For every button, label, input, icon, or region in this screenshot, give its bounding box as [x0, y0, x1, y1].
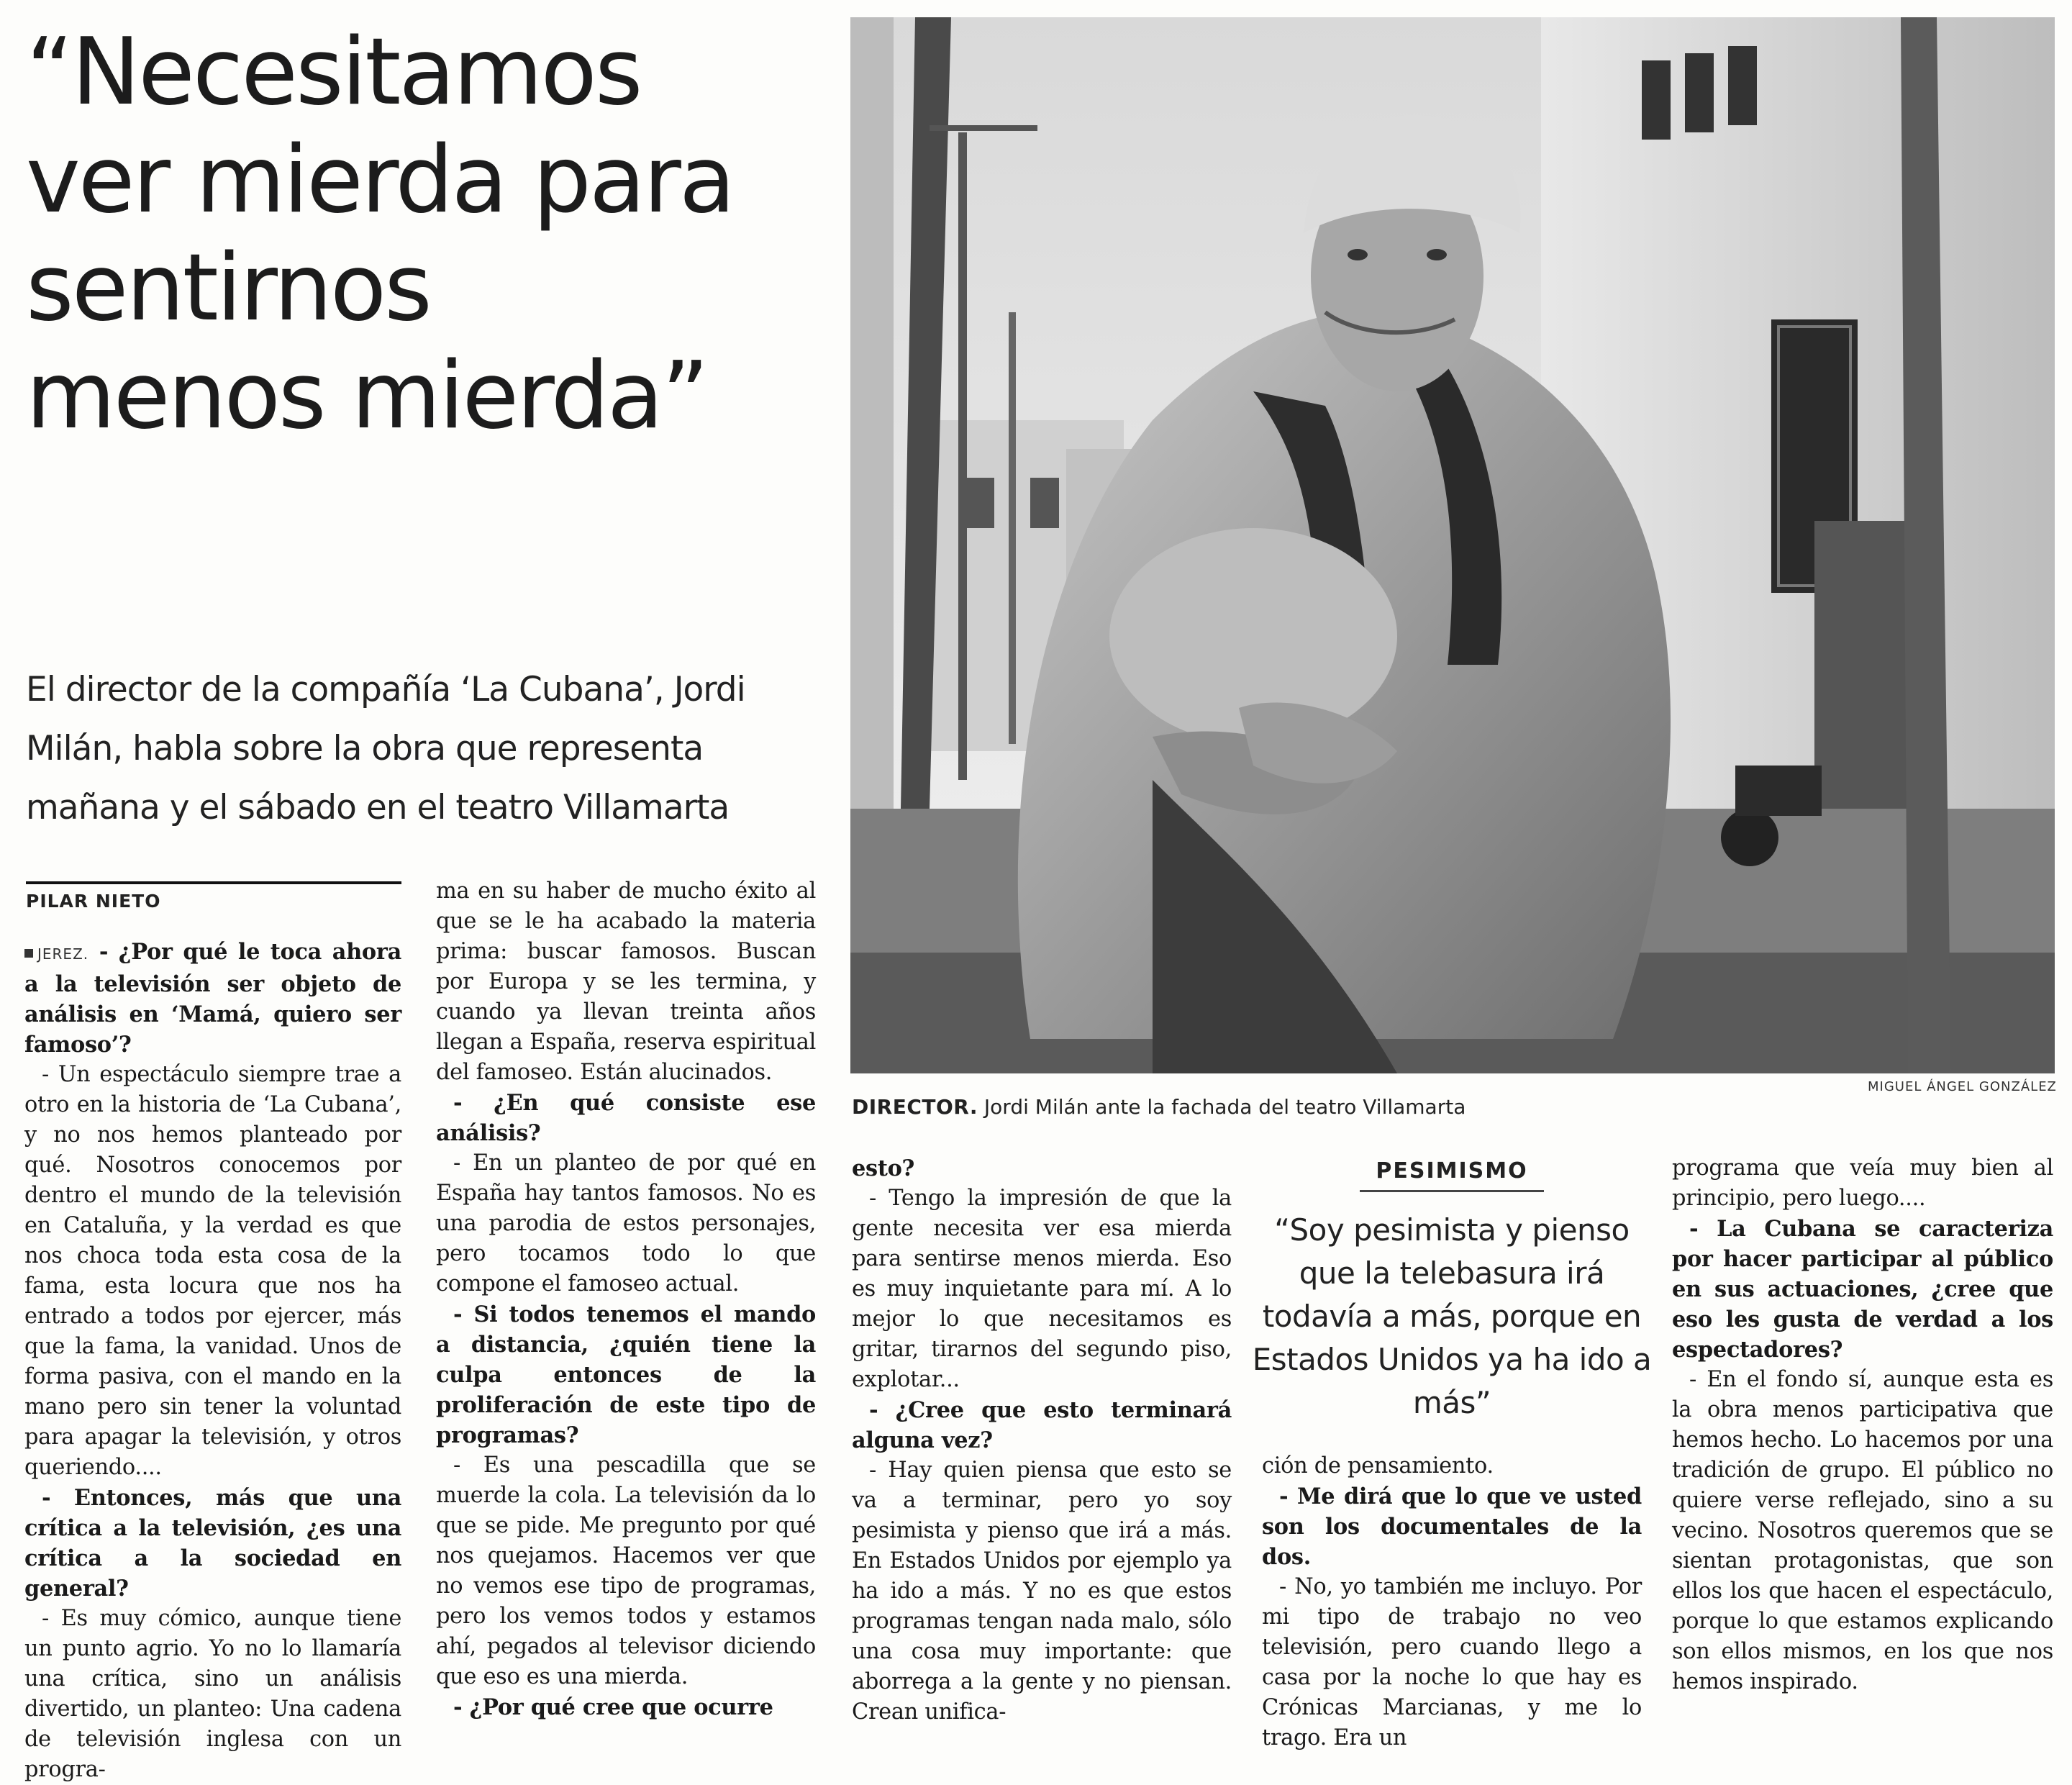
- question: - ¿Cree que esto terminará alguna vez?: [852, 1397, 1232, 1453]
- pullquote-text: “Soy pesimista y pienso que la telebasura irá todavía a más, porque en Estados Unidos ya ha ido a más”: [1252, 1212, 1652, 1420]
- headline-line: ver mierda para: [26, 127, 734, 234]
- answer: - Es muy cómico, aunque tiene un punto agrio. Yo no lo llamaría una crítica, sino un análisis divertido, un planteo: Una cadena de televisión inglesa con un progra-: [24, 1606, 401, 1782]
- answer: - Hay quien piensa que esto se va a terminar, pero yo soy pesimista y pienso que irá a más. En Estados Unidos por ejemplo ya ha ido a más. Y no es que estos programas tengan nada malo, sólo una cosa muy importante: que aborrega a la gente y no piensan. Crean unifica-: [852, 1458, 1232, 1725]
- answer: - Un espectáculo siempre trae a otro en la historia de ‘La Cubana’, y no nos hemos planteado por qué. Nosotros conocemos por dentro el mundo de la televisión en Cataluña, y la verdad es que nos choca toda esta cosa de la fama, esta locura que nos ha entrado a todos por ejercer, más que la fama, la vanidad. Unos de forma pasiva, con el mando en la mano pero sin tener la voluntad para apagar la televisión, y otros queriendo....: [24, 1062, 401, 1480]
- photo: [850, 17, 2055, 1073]
- article-column-1: [24, 937, 401, 1785]
- answer: - No, yo también me incluyo. Por mi tipo de trabajo no veo televisión, pero cuando llego a casa por la noche lo que hay es Crónicas Marcianas, y me lo trago. Era un: [1262, 1574, 1642, 1750]
- byline-rule: [26, 881, 401, 884]
- headline-line: menos mierda”: [26, 342, 707, 450]
- pullquote-rule: [1360, 1190, 1544, 1192]
- article-column-5: [1672, 1153, 2053, 1697]
- pullquote-label: PESIMISMO: [1376, 1158, 1528, 1184]
- headline: [26, 19, 817, 450]
- question: - Si todos tenemos el mando a distancia, ¿quién tiene la culpa entonces de la proliferación de este tipo de programas?: [436, 1302, 816, 1448]
- location-tag: JEREZ.: [37, 945, 89, 963]
- article-column-2: [436, 876, 816, 1722]
- byline: PILAR NIETO: [26, 891, 161, 912]
- bullet-square-icon: [24, 949, 33, 958]
- photo-credit: MIGUEL ÁNGEL GONZÁLEZ: [1868, 1079, 2057, 1094]
- question: - Me dirá que lo que ve usted son los documentales de la dos.: [1262, 1484, 1642, 1570]
- headline-line: sentirnos: [26, 235, 430, 342]
- question: - ¿En qué consiste ese análisis?: [436, 1090, 816, 1146]
- subheadline: El director de la compañía ‘La Cubana’, Jordi Milán, habla sobre la obra que representa mañana y el sábado en el teatro Villamarta: [26, 670, 745, 827]
- answer: - En el fondo sí, aunque esta es la obra menos participativa que hemos hecho. Lo hacemos por una tradición de grupo. El público no quiere verse reflejado, sino a su vecino. Nosotros queremos que se sientan protagonistas, que son ellos los que hacen el espectáculo, porque lo que estamos explicando son ellos mismos, en los que nos hemos inspirado.: [1672, 1367, 2053, 1694]
- headline-line: “Necesitamos: [26, 19, 641, 126]
- answer: programa que veía muy bien al principio, pero luego....: [1672, 1155, 2053, 1211]
- answer: - Tengo la impresión de que la gente necesita ver esa mierda para sentirse menos mierda. Eso es muy inquietante para mí. A lo mejor lo que necesitamos es gritar, tirarnos del segundo piso, explotar...: [852, 1186, 1232, 1392]
- portrait-photo-illustration: [850, 17, 2055, 1073]
- photo-caption: [852, 1095, 1787, 1119]
- question: - ¿Por qué cree que ocurre: [453, 1694, 773, 1720]
- answer: - Es una pescadilla que se muerde la cola. La televisión da lo que se pide. Me pregunto por qué nos quejamos. Hacemos ver que no vemos ese tipo de programas, pero los vemos todos y estamos ahí, pegados al televisor diciendo que eso es una mierda.: [436, 1453, 816, 1689]
- question: - Entonces, más que una crítica a la televisión, ¿es una crítica a la sociedad en general?: [24, 1485, 401, 1602]
- caption-label: DIRECTOR.: [852, 1095, 978, 1119]
- caption-text: Jordi Milán ante la fachada del teatro Villamarta: [983, 1095, 1466, 1119]
- question: - ¿Por qué le toca ahora a la televisión ser objeto de análisis en ‘Mamá, quiero ser famoso’?: [24, 939, 401, 1058]
- answer: ción de pensamiento.: [1262, 1453, 1494, 1479]
- answer: ma en su haber de mucho éxito al que se le ha acabado la materia prima: buscar famosos. Buscan por Europa y se les termina, y cuando ya llevan treinta años llegan a España, reserva espiritual del famoseo. Están alucinados.: [436, 878, 816, 1085]
- question: - La Cubana se caracteriza por hacer participar al público en sus actuaciones, ¿cree que eso les gusta de verdad a los espectadores?: [1672, 1216, 2053, 1363]
- answer: - En un planteo de por qué en España hay tantos famosos. No es una parodia de estos personajes, pero tocamos todo lo que compone el famoseo actual.: [436, 1150, 816, 1296]
- article-column-4: [1262, 1451, 1642, 1753]
- question: esto?: [852, 1155, 915, 1181]
- article-column-3: [852, 1153, 1232, 1727]
